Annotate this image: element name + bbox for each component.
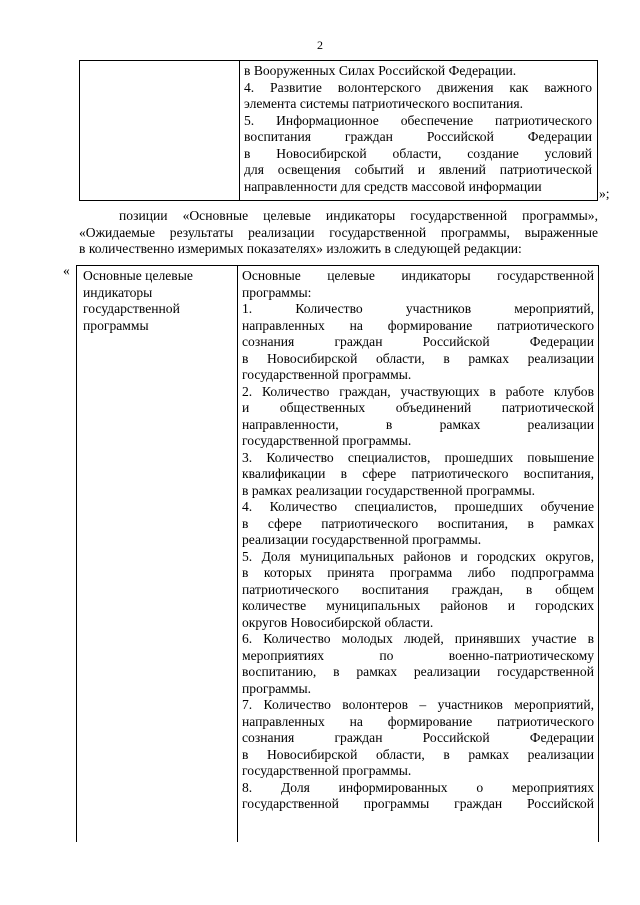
indicators-table-right-cell [242, 268, 594, 813]
table-line: для освещения событий и явлений патриотической [244, 162, 592, 177]
table-line: программы: [242, 284, 312, 300]
table-line: государственной программы. [242, 367, 412, 382]
table-line: в сфере патриотического воспитания, в рамках [242, 515, 594, 531]
table-line: и общественных объединений патриотической [242, 400, 594, 415]
table-line: в которых принята программа либо подпрограмма [242, 565, 594, 580]
table-line: патриотического воспитания граждан, в общем [242, 581, 594, 597]
column-divider [239, 61, 240, 200]
table-line: в Новосибирской области, создание условий [244, 145, 592, 161]
table-line: реализации государственной программы. [242, 532, 482, 547]
table-line: в Новосибирской области, в рамках реализации [242, 350, 594, 366]
table-line: округов Новосибирской области. [242, 614, 434, 630]
table-line: 2. Количество граждан, участвующих в работе клубов [242, 383, 594, 399]
table-line: направленности для средств массовой информации [244, 178, 542, 194]
top-table-continuation [79, 60, 598, 201]
paragraph-line: позиции «Основные целевые индикаторы государственной программы», [119, 208, 598, 223]
top-table-right-cell [244, 63, 592, 195]
instruction-paragraph [79, 208, 598, 258]
indicators-table-left-cell [83, 268, 229, 334]
table-line: 5. Доля муниципальных районов и городских округов, [242, 548, 594, 564]
table-line: государственной программы. [242, 763, 412, 778]
table-line: в Новосибирской области, в рамках реализации [242, 746, 594, 762]
table-line: в рамках реализации государственной программы. [242, 482, 536, 498]
table-line: 6. Количество молодых людей, принявших участие в [242, 631, 594, 646]
table-line: квалификации в сфере патриотического воспитания, [242, 466, 594, 481]
table-line: индикаторы [83, 284, 153, 300]
table-line: 7. Количество волонтеров – участников мероприятий, [242, 697, 594, 712]
table-line: государственной программы граждан Российской [242, 796, 594, 811]
table-line: 4. Количество специалистов, прошедших обучение [242, 499, 594, 514]
table-line: сознания граждан Российской Федерации [242, 730, 594, 745]
table-line: 8. Доля информированных о мероприятиях [242, 779, 594, 795]
table-line: мероприятиях по военно-патриотическому [242, 647, 594, 663]
table-line: 4. Развитие волонтерского движения как важного [244, 79, 592, 95]
table-line: программы. [242, 680, 312, 696]
table-line: программы [83, 317, 149, 333]
paragraph-line: в количественно измеримых показателях» изложить в следующей редакции: [79, 241, 522, 256]
table-line: направленных на формирование патриотического [242, 317, 594, 333]
table-line: количестве муниципальных районов и городских [242, 598, 594, 613]
table-line: направленности, в рамках реализации [242, 416, 594, 432]
table-line: воспитанию, в рамках реализации государственной [242, 664, 594, 679]
paragraph-line: «Ожидаемые результаты реализации государственной программы, выраженные [79, 224, 598, 240]
indicators-table [76, 265, 599, 842]
table-line: 1. Количество участников мероприятий, [242, 301, 594, 316]
table-line: направленных на формирование патриотического [242, 713, 594, 729]
table-line: Основные целевые индикаторы государственной [242, 268, 594, 283]
table-line: 3. Количество специалистов, прошедших повышение [242, 449, 594, 465]
opening-quote: « [63, 263, 70, 278]
table-line: государственной [83, 301, 180, 316]
table-line: государственной программы. [242, 433, 412, 448]
closing-quote: »; [599, 186, 610, 201]
table-line: воспитания граждан Российской Федерации [244, 129, 592, 144]
table-line: Основные целевые [83, 268, 193, 283]
page-number: 2 [317, 38, 323, 52]
column-divider [237, 266, 238, 842]
table-line: в Вооруженных Силах Российской Федерации. [244, 63, 517, 78]
table-line: сознания граждан Российской Федерации [242, 334, 594, 349]
table-line: 5. Информационное обеспечение патриотического [244, 112, 592, 128]
table-line: элемента системы патриотического воспитания. [244, 96, 524, 111]
